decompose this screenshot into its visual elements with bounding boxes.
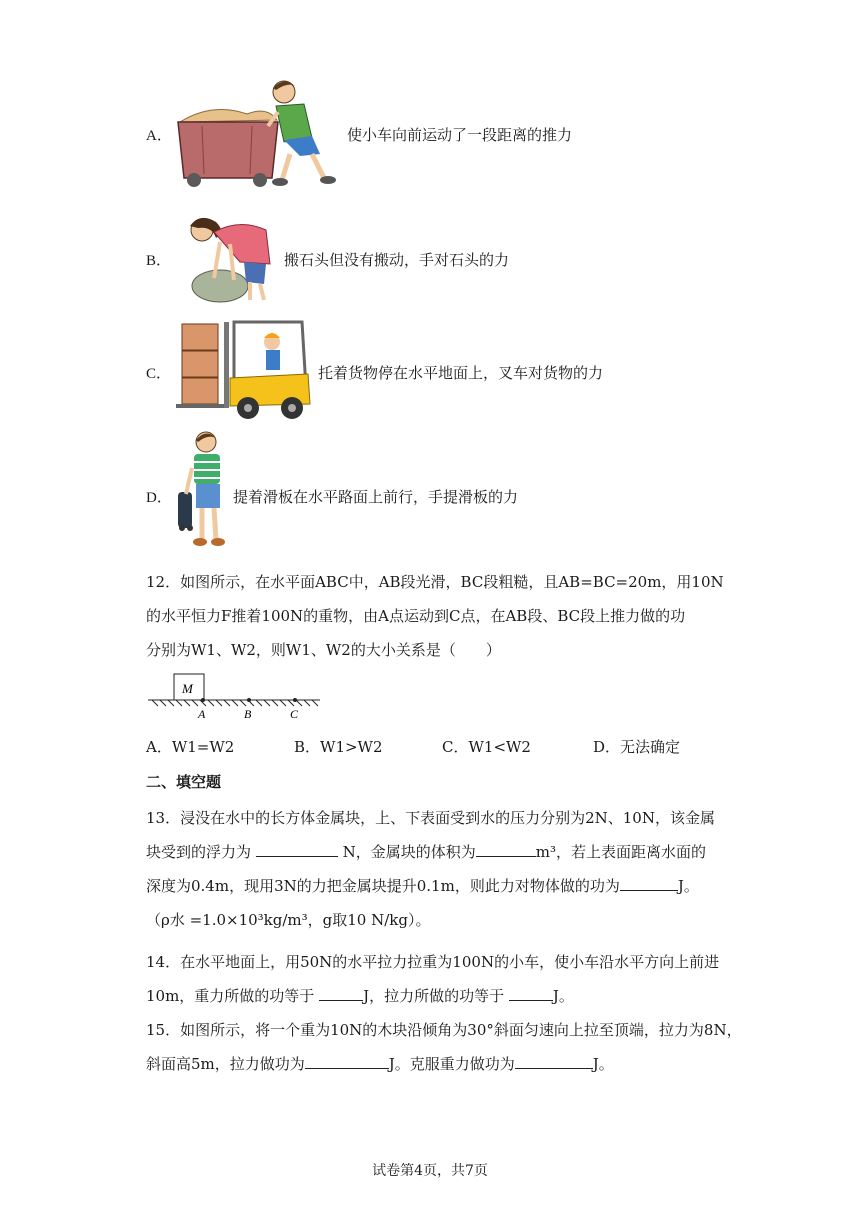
- q14-line-1: [146, 945, 718, 979]
- option-a-letter: A．: [146, 128, 172, 144]
- q15-number: 15．: [146, 1021, 181, 1039]
- question-14: [146, 945, 718, 1013]
- q13-text-1: 浸没在水中的长方体金属块，上、下表面受到水的压力分别为2N、10N，该金属: [180, 809, 715, 827]
- section-title: 二、填空题: [146, 773, 222, 791]
- q15-text-2c: J。: [592, 1055, 614, 1073]
- pull-work-answer-blank[interactable]: [305, 1054, 389, 1069]
- q15-line-1: [146, 1013, 742, 1047]
- option-c-letter: C．: [146, 366, 172, 382]
- q12-line-3: 分别为W1、W2，则W1、W2的大小关系是（ ）: [146, 641, 501, 659]
- q12-text-1: 如图所示，在水平面ABC中，AB段光滑，BC段粗糙，且AB=BC=20m，用10N: [180, 573, 724, 591]
- q15-text-2b: J。克服重力做功为: [388, 1055, 515, 1073]
- q12-line-1: [146, 565, 724, 599]
- q13-text-3a: 深度为0.4m，现用3N的力把金属块提升0.1m，则此力对物体做的功为: [146, 877, 620, 895]
- page-footer: 试卷第4页，共7页: [372, 1163, 488, 1179]
- forklift-holding-boxes-illustration: [172, 318, 314, 422]
- q13-line-1: [146, 801, 718, 835]
- option-d-letter: D．: [146, 490, 172, 506]
- q12-choice-d: D．无法确定: [593, 738, 681, 756]
- q13-line-4: （ρ水 =1.0×10³kg/m³，g取10 N/kg）。: [146, 911, 431, 929]
- q13-text-3b: J。: [677, 877, 699, 895]
- option-b-text: 搬石头但没有搬动，手对石头的力: [284, 251, 510, 269]
- gravity-work-blank[interactable]: [319, 986, 363, 1001]
- q14-text-2c: J。: [552, 987, 574, 1005]
- block-label-m: M: [182, 681, 193, 696]
- ground-hatch: [152, 700, 318, 706]
- volume-answer-blank[interactable]: [476, 842, 536, 857]
- option-b-letter: B．: [146, 253, 172, 269]
- work-answer-blank[interactable]: [620, 876, 678, 891]
- q15-text-2a: 斜面高5m，拉力做功为: [146, 1055, 305, 1073]
- question-12: [146, 565, 724, 667]
- point-a-dot: [201, 698, 205, 702]
- option-d-text: 提着滑板在水平路面上前行，手提滑板的力: [233, 488, 519, 506]
- point-c-dot: [293, 698, 297, 702]
- boy-pushing-cart-illustration: [172, 74, 342, 188]
- girl-lifting-stone-illustration: [170, 208, 282, 304]
- gravity-work-answer-blank[interactable]: [515, 1054, 593, 1069]
- q12-choice-b: B．W1>W2: [294, 738, 383, 756]
- q12-line-2: 的水平恒力F推着100N的重物，由A点运动到C点，在AB段、BC段上推力做的功: [146, 607, 686, 625]
- option-a-text: 使小车向前运动了一段距离的推力: [347, 126, 573, 144]
- buoyancy-answer-blank[interactable]: [256, 842, 338, 857]
- point-b-label: B: [244, 707, 252, 721]
- point-b-dot: [247, 698, 251, 702]
- q12-choice-c: C．W1<W2: [442, 738, 531, 756]
- q14-text-1: 在水平地面上，用50N的水平拉力拉重为100N的小车，使小车沿水平方向上前进: [180, 953, 720, 971]
- q13-line-2: [146, 835, 718, 869]
- q13-number: 13．: [146, 809, 181, 827]
- q12-figure: [146, 670, 326, 722]
- q14-text-2b: J，拉力所做的功等于: [363, 987, 505, 1005]
- q13-text-2c: m³，若上表面距离水面的: [535, 843, 706, 861]
- question-13: [146, 801, 718, 937]
- q12-choice-a: A．W1=W2: [146, 738, 235, 756]
- q14-number: 14．: [146, 953, 181, 971]
- point-c-label: C: [290, 707, 299, 721]
- pull-work-blank[interactable]: [509, 986, 553, 1001]
- point-a-label: A: [198, 707, 206, 721]
- q13-text-2a: 块受到的浮力为: [146, 843, 252, 861]
- q13-line-3: [146, 869, 718, 903]
- boy-carrying-skateboard-illustration: [174, 428, 234, 552]
- question-15: [146, 1013, 742, 1081]
- q15-line-2: [146, 1047, 718, 1081]
- q12-number: 12．: [146, 573, 181, 591]
- q15-text-1: 如图所示，将一个重为10N的木块沿倾角为30°斜面匀速向上拉至顶端，拉力为8N，: [180, 1021, 742, 1039]
- q14-line-2: [146, 979, 718, 1013]
- q13-text-2b: N，金属块的体积为: [342, 843, 476, 861]
- option-c-text: 托着货物停在水平地面上，叉车对货物的力: [318, 364, 604, 382]
- q14-text-2a: 10m，重力所做的功等于: [146, 987, 315, 1005]
